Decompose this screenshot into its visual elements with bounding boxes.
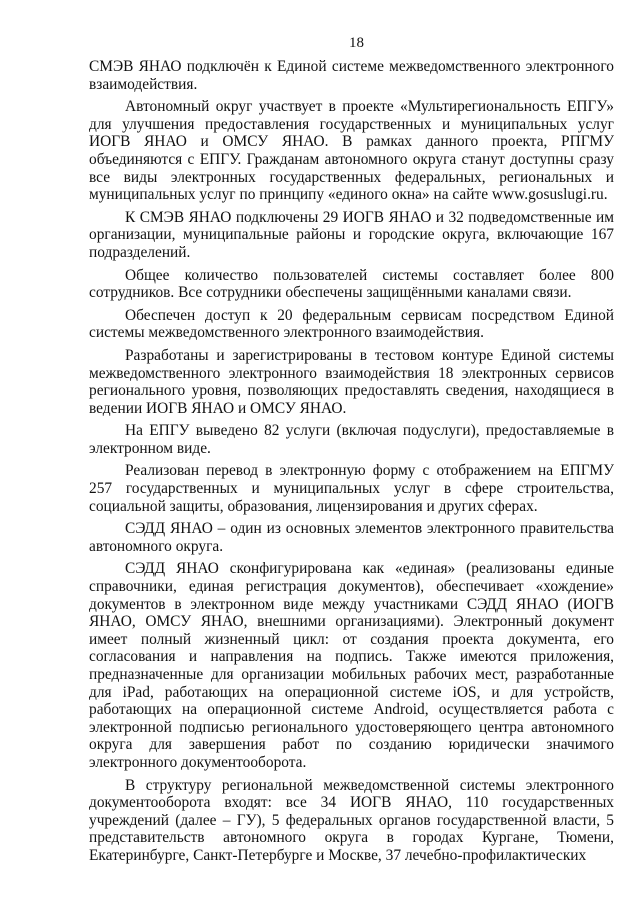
- paragraph-1: СМЭВ ЯНАО подключён к Единой системе межведомственного электронного взаимодействия.: [89, 58, 614, 93]
- paragraph-4: Общее количество пользователей системы составляет более 800 сотрудников. Все сотрудники обеспечены защищёнными каналами связи.: [89, 266, 614, 302]
- page-number: 18: [349, 35, 364, 51]
- document-body: [89, 58, 614, 865]
- paragraph-7: На ЕПГУ выведено 82 услуги (включая подуслуги), предоставляемые в электронном виде.: [89, 422, 614, 457]
- paragraph-8: Реализован перевод в электронную форму с отображением на ЕПГМУ 257 государственных и муниципальных услуг в сфере строительства, социальной защиты, образования, лицензирования и других сферах.: [89, 462, 614, 515]
- paragraph-3: К СМЭВ ЯНАО подключены 29 ИОГВ ЯНАО и 32 подведомственные им организации, муниципальные районы и городские округа, включающие 167 подразделений.: [89, 208, 614, 261]
- paragraph-2: Автономный округ участвует в проекте «Мультирегиональность ЕПГУ» для улучшения предоставления государственных и муниципальных услуг ИОГВ ЯНАО и ОМСУ ЯНАО. В рамках данного проекта, РПГМУ объединяются с ЕПГУ. Гражданам автономного округа станут доступны сразу все виды электронных государственных федеральных, региональных и муниципальных услуг по принципу «единого окна» на сайте www.gosuslugi.ru.: [89, 98, 614, 204]
- paragraph-6: Разработаны и зарегистрированы в тестовом контуре Единой системы межведомственного электронного взаимодействия 18 электронных сервисов регионального уровня, позволяющих предоставлять сведения, находящиеся в ведении ИОГВ ЯНАО и ОМСУ ЯНАО.: [89, 346, 614, 417]
- paragraph-9: СЭДД ЯНАО – один из основных элементов электронного правительства автономного округа.: [89, 520, 614, 555]
- paragraph-10: СЭДД ЯНАО сконфигурирована как «единая» (реализованы единые справочники, единая регистрация документов), обеспечивает «хождение» документов в электронном виде между участниками СЭДД ЯНАО (ИОГВ ЯНАО, ОМСУ ЯНАО, внешними организациями). Электронный документ имеет полный жизненный цикл: от создания проекта документа, его согласования и направления на подпись. Также имеются приложения, предназначенные для организации мобильных рабочих мест, разработанные для iPad, работающих на операционной системе iOS, и для устройств, работающих на операционной системе Android, осуществляется работа с электронной подписью регионального удостоверяющего центра автономного округа для завершения работ по созданию юридически значимого электронного документооборота.: [89, 560, 614, 771]
- paragraph-11: В структуру региональной межведомственной системы электронного документооборота входят: все 34 ИОГВ ЯНАО, 110 государственных учреждений (далее – ГУ), 5 федеральных органов государственной власти, 5 представительств автономного округа в городах Кургане, Тюмени, Екатеринбурге, Санкт-Петербурге и Москве, 37 лечебно-профилактических: [89, 776, 614, 864]
- paragraph-5: Обеспечен доступ к 20 федеральным сервисам посредством Единой системы межведомственного электронного взаимодействия.: [89, 306, 614, 342]
